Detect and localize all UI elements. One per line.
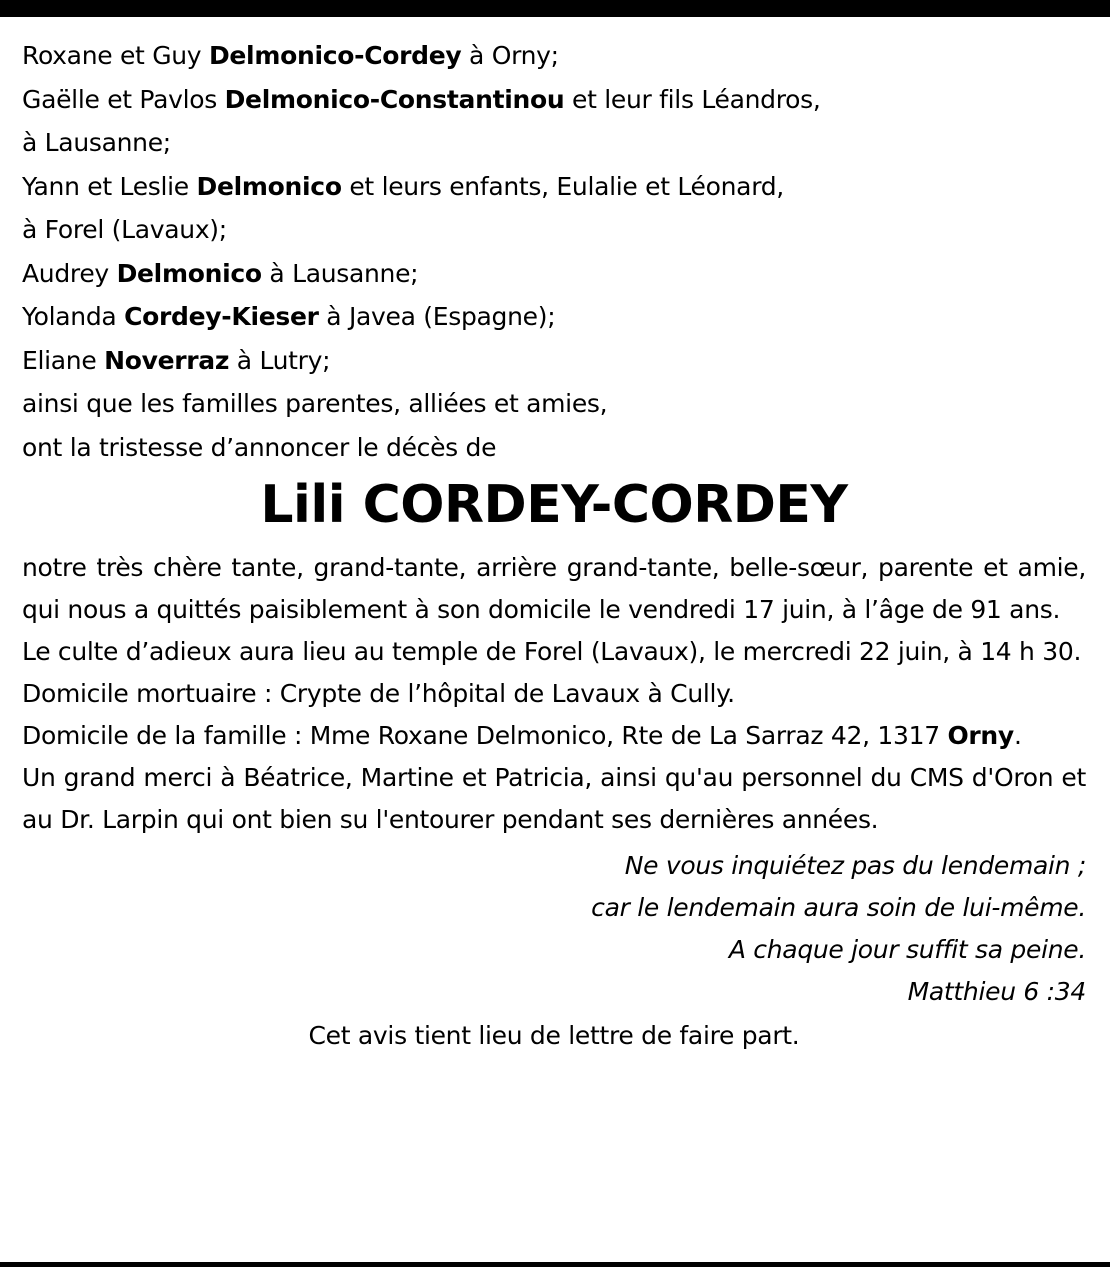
- paragraph-death: notre très chère tante, grand-tante, arrière grand-tante, belle-sœur, parente et amie, qui nous a quittés paisiblement à son domicile le vendredi 17 juin, à l’âge de 91 ans.: [22, 553, 1086, 624]
- quote-line: car le lendemain aura soin de lui-même.: [591, 893, 1086, 922]
- deceased-name: Lili CORDEY-CORDEY: [260, 475, 848, 535]
- family-list: [22, 34, 1086, 469]
- family-line: Yann et Leslie Delmonico et leurs enfants, Eulalie et Léonard,: [22, 171, 784, 201]
- quote-line: Ne vous inquiétez pas du lendemain ;: [624, 851, 1086, 880]
- family-line: à Forel (Lavaux);: [22, 215, 227, 244]
- bottom-border: [0, 1262, 1110, 1267]
- family-line: Roxane et Guy Delmonico-Cordey à Orny;: [22, 41, 559, 70]
- quote-reference: Matthieu 6 :34: [907, 977, 1086, 1006]
- family-line: ainsi que les familles parentes, alliées et amies,: [22, 389, 608, 418]
- family-line: Audrey Delmonico à Lausanne;: [22, 258, 419, 288]
- obituary-notice: [22, 34, 1086, 1057]
- notice-body: [22, 547, 1086, 841]
- family-line: Eliane Noverraz à Lutry;: [22, 345, 331, 375]
- family-line: à Lausanne;: [22, 128, 171, 157]
- family-line: Yolanda Cordey-Kieser à Javea (Espagne);: [22, 302, 556, 331]
- top-border: [0, 0, 1110, 17]
- closing-note: Cet avis tient lieu de lettre de faire part.: [308, 1021, 800, 1050]
- paragraph-family-address: Domicile de la famille : Mme Roxane Delmonico, Rte de La Sarraz 42, 1317 Orny.: [22, 721, 1022, 750]
- paragraph-service: Le culte d’adieux aura lieu au temple de Forel (Lavaux), le mercredi 22 juin, à 14 h 30.: [22, 637, 1082, 666]
- bible-quote: [22, 845, 1086, 1013]
- family-line: ont la tristesse d’annoncer le décès de: [22, 432, 497, 462]
- paragraph-mortuary: Domicile mortuaire : Crypte de l’hôpital de Lavaux à Cully.: [22, 679, 735, 708]
- family-line: Gaëlle et Pavlos Delmonico-Constantinou et leur fils Léandros,: [22, 84, 821, 114]
- paragraph-thanks: Un grand merci à Béatrice, Martine et Patricia, ainsi qu'au personnel du CMS d'Oron et au Dr. Larpin qui ont bien su l'entourer pendant ses dernières années.: [22, 763, 1086, 834]
- quote-line: A chaque jour suffit sa peine.: [728, 935, 1086, 964]
